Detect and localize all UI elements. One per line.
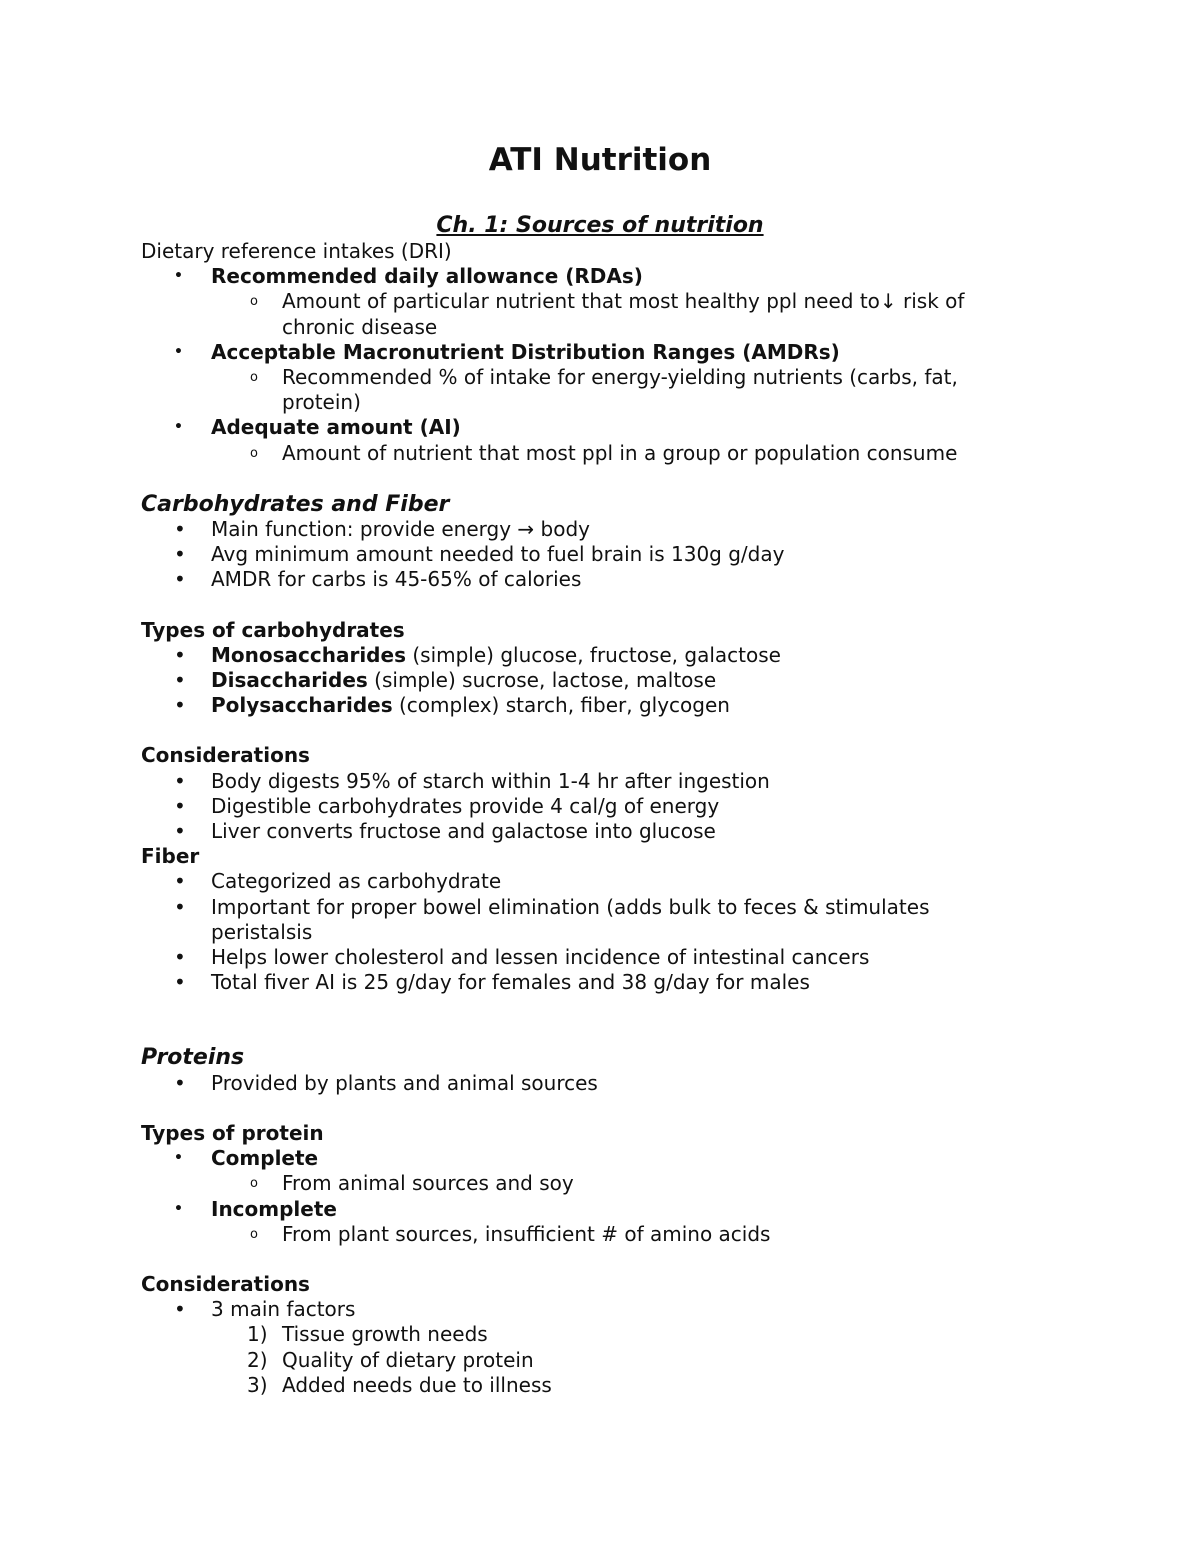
sub-list-item-text: Recommended % of intake for energy-yielding nutrients (carbs, fat, protein) <box>282 365 958 415</box>
list-item <box>141 1146 1141 1171</box>
bullet-icon: • <box>174 1070 186 1095</box>
list-item <box>141 794 1141 819</box>
bullet-icon: • <box>174 894 186 919</box>
list-item <box>141 1071 1141 1096</box>
bullet-icon: • <box>174 1297 186 1322</box>
numbered-item <box>141 1322 1141 1347</box>
bullet-icon: • <box>174 1150 183 1167</box>
bullet-icon: • <box>174 419 183 436</box>
sub-list-item <box>141 441 1042 466</box>
item-number: 2) <box>247 1347 268 1372</box>
term: Monosaccharides <box>211 642 406 667</box>
item-number: 1) <box>247 1322 268 1347</box>
list-item-text: (simple) glucose, fructose, galactose <box>405 642 781 667</box>
list-item-text: (simple) sucrose, lactose, maltose <box>367 668 717 693</box>
subheading-fiber: Fiber <box>141 844 200 869</box>
document-body <box>141 213 1141 1398</box>
list-item <box>141 415 1141 440</box>
term: Polysaccharides <box>211 693 393 718</box>
list-item <box>141 340 1141 365</box>
section-heading-proteins: Proteins <box>141 1045 245 1071</box>
list-item-text: Avg minimum amount needed to fuel brain is 130g g/day <box>211 542 785 567</box>
list-item <box>141 769 1141 794</box>
list-item-continuation: peristalsis <box>211 919 313 944</box>
bullet-icon: • <box>174 768 186 793</box>
list-item-text: Categorized as carbohydrate <box>211 869 502 894</box>
bullet-icon: • <box>174 517 186 542</box>
sub-list-item <box>141 289 1042 339</box>
numbered-item-text: Added needs due to illness <box>282 1372 552 1397</box>
section-heading-carbs: Carbohydrates and Fiber <box>141 491 450 517</box>
item-number: 3) <box>247 1372 268 1397</box>
dri-heading: Dietary reference intakes (DRI) <box>141 239 452 263</box>
sub-bullet-icon: o <box>250 1176 258 1192</box>
list-item-text: Helps lower cholesterol and lessen incidence of intestinal cancers <box>211 945 870 970</box>
sub-bullet-icon: o <box>250 294 258 310</box>
bullet-icon: • <box>174 869 186 894</box>
list-item-text: Digestible carbohydrates provide 4 cal/g of energy <box>211 793 720 818</box>
bullet-icon: • <box>174 343 183 360</box>
bullet-icon: • <box>174 819 186 844</box>
list-item-text: Liver converts fructose and galactose into glucose <box>211 819 716 844</box>
bullet-icon: • <box>174 793 186 818</box>
list-item <box>141 668 1141 693</box>
sub-bullet-icon: o <box>250 370 258 386</box>
sub-list-item-text: From plant sources, insufficient # of amino acids <box>282 1221 771 1246</box>
list-item <box>141 643 1141 668</box>
list-item <box>141 1297 1141 1322</box>
list-item-text: Acceptable Macronutrient Distribution Ranges (AMDRs) <box>211 339 840 364</box>
sub-list-item <box>141 1171 1042 1196</box>
list-item-text: AMDR for carbs is 45-65% of calories <box>211 567 582 592</box>
bullet-icon: • <box>174 268 183 285</box>
list-item <box>141 693 1141 718</box>
list-item <box>141 970 1141 995</box>
list-item-text: Adequate amount (AI) <box>211 415 461 440</box>
numbered-item-text: Tissue growth needs <box>282 1322 488 1347</box>
list-item-text: Total fiver AI is 25 g/day for females and 38 g/day for males <box>211 970 810 995</box>
subheading-considerations: Considerations <box>141 743 310 768</box>
term: Disaccharides <box>211 668 368 693</box>
sub-list-item-text: Amount of particular nutrient that most healthy ppl need to↓ risk of chronic disease <box>282 289 965 339</box>
list-item <box>141 567 1141 592</box>
list-item-text: Important for proper bowel elimination (adds bulk to feces & stimulates <box>211 894 930 919</box>
list-item-text: Incomplete <box>211 1196 337 1221</box>
subheading-protein-considerations: Considerations <box>141 1271 310 1296</box>
chapter-heading: Ch. 1: Sources of nutrition <box>436 213 764 238</box>
sub-bullet-icon: o <box>250 1226 258 1242</box>
list-item-text: Main function: provide energy → body <box>211 517 590 542</box>
list-item <box>141 945 1141 970</box>
bullet-icon: • <box>174 668 186 693</box>
subheading-protein-types: Types of protein <box>141 1120 324 1145</box>
sub-list-item-text: Amount of nutrient that most ppl in a group or population consume <box>282 440 958 465</box>
sub-list-item <box>141 1222 1042 1247</box>
list-item <box>141 869 1141 894</box>
document-title: ATI Nutrition <box>488 142 712 178</box>
bullet-icon: • <box>174 1200 183 1217</box>
list-item <box>141 895 1141 920</box>
list-item-text: Provided by plants and animal sources <box>211 1070 598 1095</box>
list-item <box>141 819 1141 844</box>
list-item-text: Complete <box>211 1146 319 1171</box>
list-item-text: Recommended daily allowance (RDAs) <box>211 264 643 289</box>
subheading-carb-types: Types of carbohydrates <box>141 617 405 642</box>
list-item-text: (complex) starch, fiber, glycogen <box>392 693 730 718</box>
bullet-icon: • <box>174 970 186 995</box>
sub-bullet-icon: o <box>250 445 258 461</box>
bullet-icon: • <box>174 567 186 592</box>
list-item <box>141 264 1141 289</box>
list-item-text: Body digests 95% of starch within 1-4 hr after ingestion <box>211 768 770 793</box>
numbered-item-text: Quality of dietary protein <box>282 1347 534 1372</box>
bullet-icon: • <box>174 693 186 718</box>
bullet-icon: • <box>174 945 186 970</box>
list-item <box>141 517 1141 542</box>
bullet-icon: • <box>174 642 186 667</box>
sub-list-item <box>141 365 1042 415</box>
bullet-icon: • <box>174 542 186 567</box>
numbered-item <box>141 1373 1141 1398</box>
list-item-text: 3 main factors <box>211 1297 356 1322</box>
list-item <box>141 542 1141 567</box>
sub-list-item-text: From animal sources and soy <box>282 1171 574 1196</box>
list-item <box>141 1197 1141 1222</box>
numbered-item <box>141 1348 1141 1373</box>
